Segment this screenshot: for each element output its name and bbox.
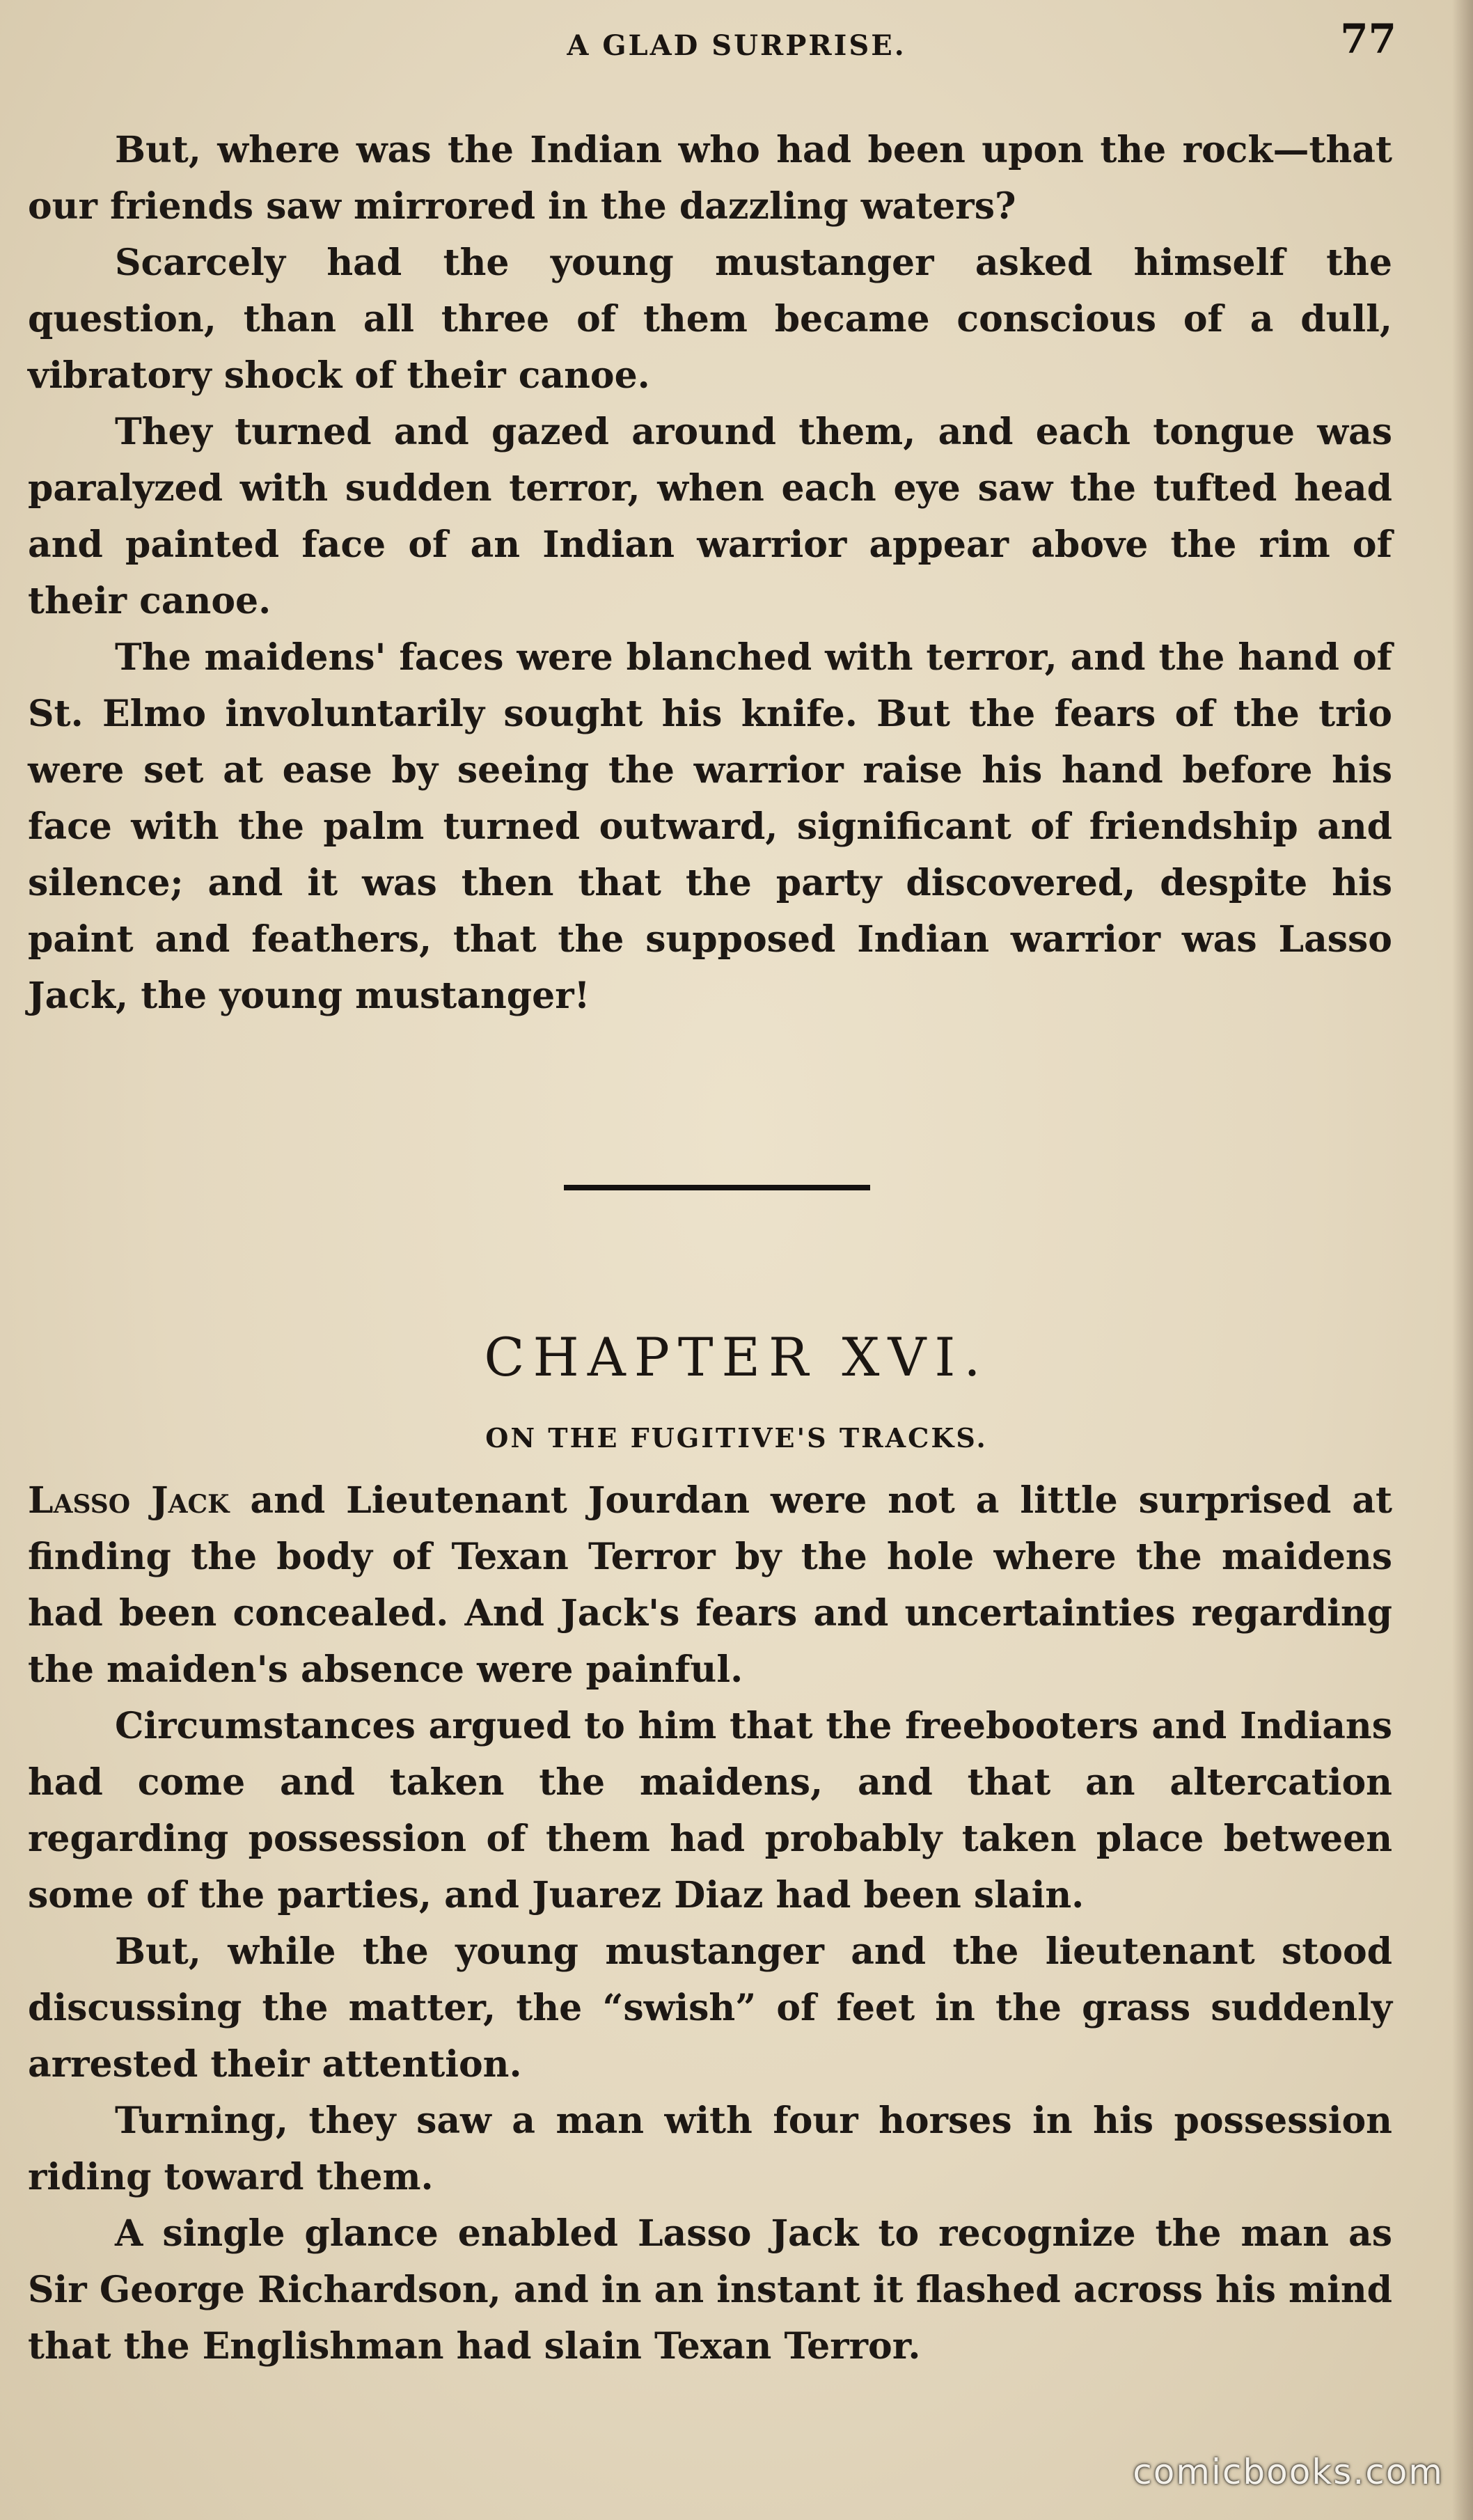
section-one-text: [28, 122, 1392, 1024]
page-edge-shadow: [1452, 0, 1473, 2520]
section-two-text: [28, 1472, 1392, 2375]
paragraph-rest: and Lieutenant Jourdan were not a little surprised at finding the body of Texan Terror by the hole where the maidens had been concealed. And Jack's fears and uncertainties regarding the maiden's absence were painful.: [28, 1479, 1392, 1691]
chapter-title: CHAPTER XVI.: [484, 1326, 989, 1388]
paragraph: [28, 1472, 1392, 1698]
paragraph: Scarcely had the young mustanger asked himself the question, than all three of them became conscious of a dull, vibratory shock of their canoe.: [28, 242, 1392, 397]
paragraph: But, where was the Indian who had been upon the rock—that our friends saw mirrored in the dazzling waters?: [28, 129, 1392, 228]
paragraph: Circumstances argued to him that the freebooters and Indians had come and taken the maidens, and that an altercation regarding possession of them had probably taken place between some of the parties, and Juarez Diaz had been slain.: [28, 1705, 1392, 1916]
paragraph: But, while the young mustanger and the lieutenant stood discussing the matter, the “swish” of feet in the grass suddenly arrested their attention.: [28, 1930, 1392, 2086]
paragraph: Turning, they saw a man with four horses in his possession riding toward them.: [28, 2100, 1392, 2198]
running-head: A GLAD SURPRISE.: [567, 29, 906, 62]
page-number: 77: [1340, 15, 1396, 63]
site-watermark: comicbooks.com: [1133, 2452, 1444, 2492]
paragraph: They turned and gazed around them, and each tongue was paralyzed with sudden terror, when each eye saw the tufted head and painted face of an Indian warrior appear above the rim of their canoe.: [28, 411, 1392, 622]
lead-words: Lasso Jack: [28, 1479, 230, 1522]
paragraph: A single glance enabled Lasso Jack to recognize the man as Sir George Richardson, and in an instant it flashed across his mind that the Englishman had slain Texan Terror.: [28, 2212, 1392, 2368]
paragraph: The maidens' faces were blanched with terror, and the hand of St. Elmo involuntarily sought his knife. But the fears of the trio were set at ease by seeing the warrior raise his hand before his face with the palm turned outward, significant of friendship and silence; and it was then that the party discovered, despite his paint and feathers, that the supposed Indian warrior was Lasso Jack, the young mustanger!: [28, 636, 1392, 1017]
chapter-subtitle: ON THE FUGITIVE'S TRACKS.: [485, 1422, 988, 1454]
section-divider-rule: [564, 1185, 870, 1190]
